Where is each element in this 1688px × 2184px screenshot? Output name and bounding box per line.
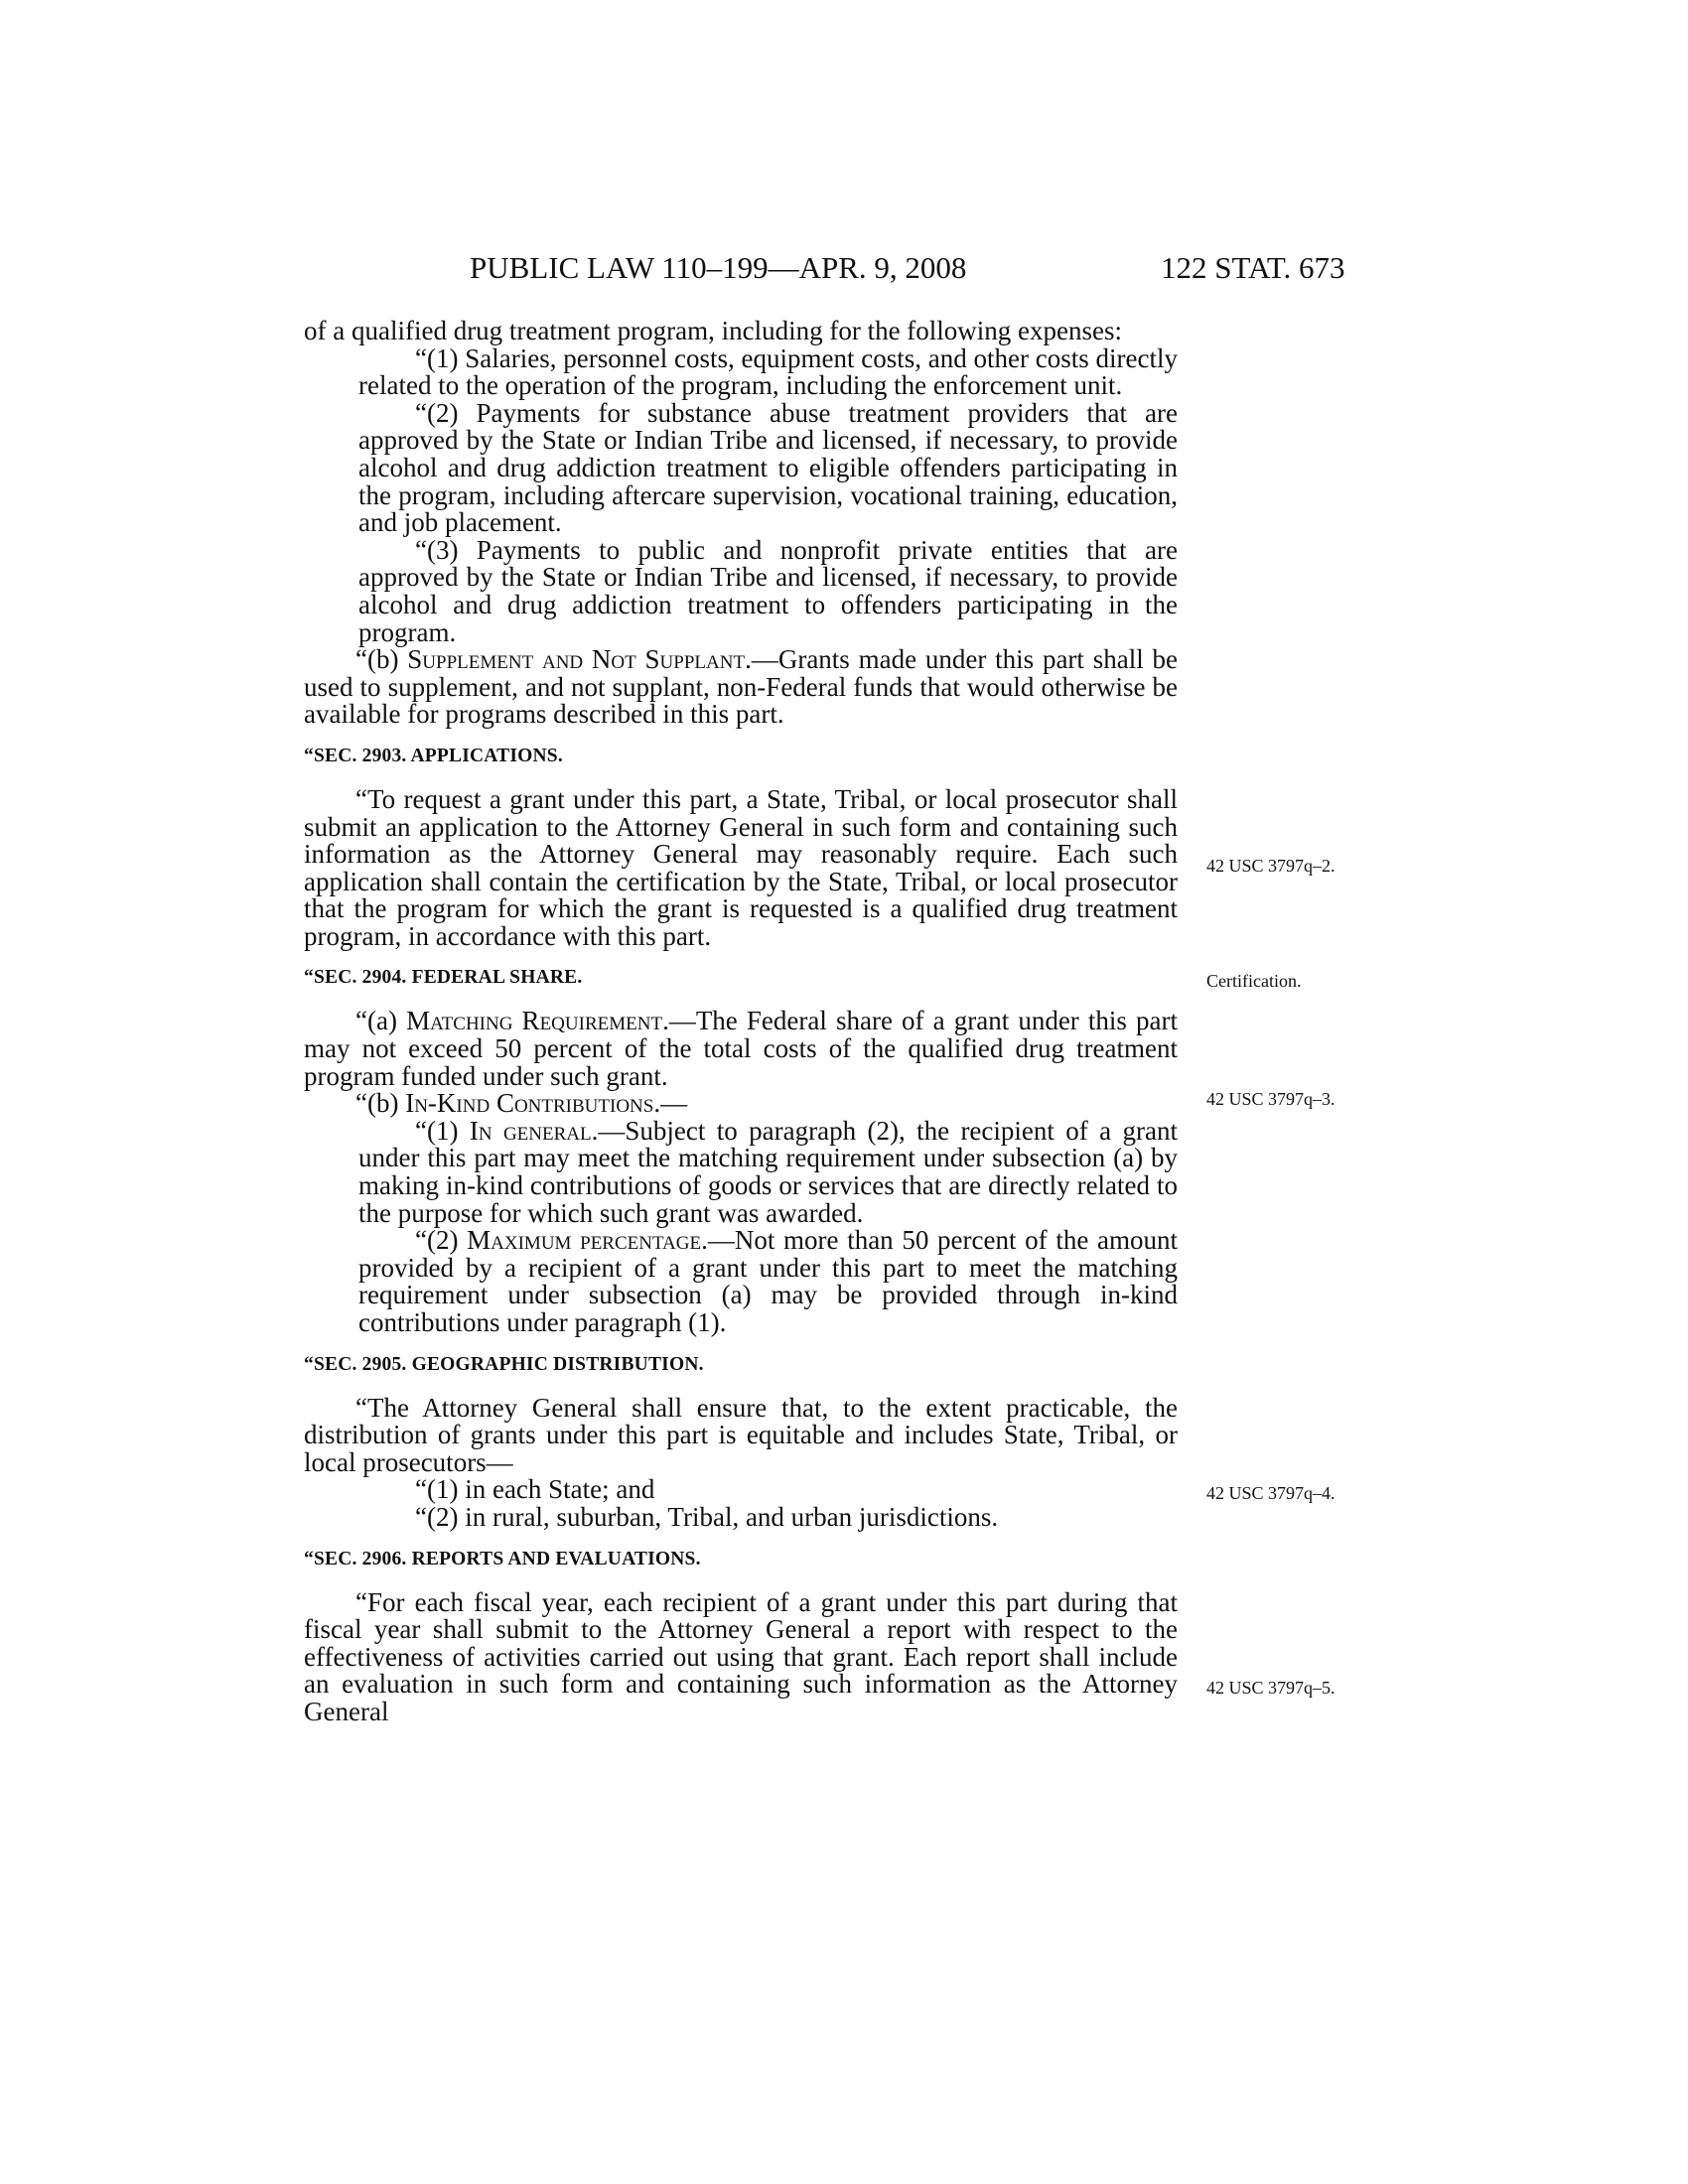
margin-note-certification: Certification.	[1206, 971, 1302, 991]
subsection-b-supplement	[304, 646, 1178, 729]
subsection-heading: Matching Requirement	[406, 1006, 663, 1036]
subsection-b-in-kind	[304, 1090, 1178, 1118]
subsection-text: .—Grants made under this part shall be used to supplement, and not supplant, non-Federal funds that would otherwise be available for programs described in this part.	[304, 644, 1178, 730]
paragraph-2: “(2) Payments for substance abuse treatment providers that are approved by the State or Indian Tribe and licensed, if necessary, to provide alcohol and drug addiction treatment to eligible offenders participating in the program, including aftercare supervision, vocational training, education, and job placement.	[358, 397, 1178, 538]
section-2905-heading: “SEC. 2905. GEOGRAPHIC DISTRIBUTION.	[304, 1353, 704, 1375]
running-header	[0, 250, 1688, 290]
subsection-heading: Supplement and Not Supplant	[407, 644, 746, 675]
section-2906-heading: “SEC. 2906. REPORTS AND EVALUATIONS.	[304, 1548, 701, 1570]
header-page-number: 122 STAT. 673	[1161, 250, 1345, 285]
paragraph-maximum-percentage	[304, 1227, 1178, 1336]
intro-paragraph: of a qualified drug treatment program, including for the following expenses:	[304, 316, 1123, 345]
subsection-heading: In-Kind Contributions	[405, 1088, 654, 1119]
paragraph-3: “(3) Payments to public and nonprofit private entities that are approved by the State or Indian Tribe and licensed, if necessary, to provide alcohol and drug addiction treatment to offenders participating in the program.	[358, 534, 1178, 647]
section-2905-text: “The Attorney General shall ensure that, to the extent practicable, the distribution of grants under this part is equitable and includes State, Tribal, or local prosecutors—	[304, 1392, 1178, 1477]
margin-note-sec-2906: 42 USC 3797q–5.	[1206, 1678, 1336, 1698]
subsection-text: .—	[653, 1088, 688, 1119]
paragraph-heading: Maximum percentage	[467, 1225, 702, 1256]
section-2904-heading: “SEC. 2904. FEDERAL SHARE.	[304, 967, 583, 989]
section-2903-text: “To request a grant under this part, a State, Tribal, or local prosecutor shall submit an application to the Attorney General in such form and containing such information as the Attorney General may reasonably require. Each such application shall contain the certification by the State, Tribal, or local prosecutor that the program for which the grant is requested is a qualified drug treatment program, in accordance with this part.	[304, 783, 1178, 951]
section-2903-heading: “SEC. 2903. APPLICATIONS.	[304, 745, 563, 766]
margin-note-sec-2905: 42 USC 3797q–4.	[1206, 1483, 1336, 1503]
body-text	[304, 318, 1178, 1726]
subsection-a-matching	[304, 1008, 1178, 1090]
geographic-item-1: “(1) in each State; and	[415, 1474, 655, 1505]
paragraph-in-general	[304, 1115, 1179, 1228]
header-title: PUBLIC LAW 110–199—APR. 9, 2008	[470, 250, 967, 285]
paragraph-heading: In general	[469, 1115, 592, 1146]
paragraph-lead: “(1)	[415, 1115, 470, 1146]
geographic-item-2: “(2) in rural, suburban, Tribal, and urban jurisdictions.	[415, 1501, 999, 1532]
paragraph-1: “(1) Salaries, personnel costs, equipment costs, and other costs directly related to the operation of the program, including the enforcement unit.	[358, 342, 1178, 401]
margin-note-sec-2904: 42 USC 3797q–3.	[1206, 1089, 1336, 1109]
paragraph-text: .—Subject to paragraph (2), the recipient of a grant under this part may meet the matching requirement under subsection (a) by making in-kind contributions of goods or services that are directly related to the purpose for which such grant was awarded.	[358, 1115, 1179, 1228]
section-2906-text: “For each fiscal year, each recipient of a grant under this part during that fiscal year shall submit to the Attorney General a report with respect to the effectiveness of activities carried out using that grant. Each report shall include an evaluation in such form and containing such information as the Attorney General	[304, 1586, 1178, 1726]
subsection-lead: “(b)	[355, 1088, 406, 1119]
margin-note-sec-2903: 42 USC 3797q–2.	[1206, 856, 1336, 876]
paragraph-lead: “(2)	[415, 1225, 468, 1256]
paragraph-text: .—Not more than 50 percent of the amount provided by a recipient of a grant under this part to meet the matching requirement under subsection (a) may be provided through in-kind contributions under paragraph (1).	[358, 1225, 1179, 1337]
subsection-text: .—The Federal share of a grant under this part may not exceed 50 percent of the total costs of the qualified drug treatment program funded under such grant.	[304, 1006, 1178, 1091]
subsection-lead: “(b)	[355, 644, 408, 675]
subsection-lead: “(a)	[355, 1006, 407, 1036]
